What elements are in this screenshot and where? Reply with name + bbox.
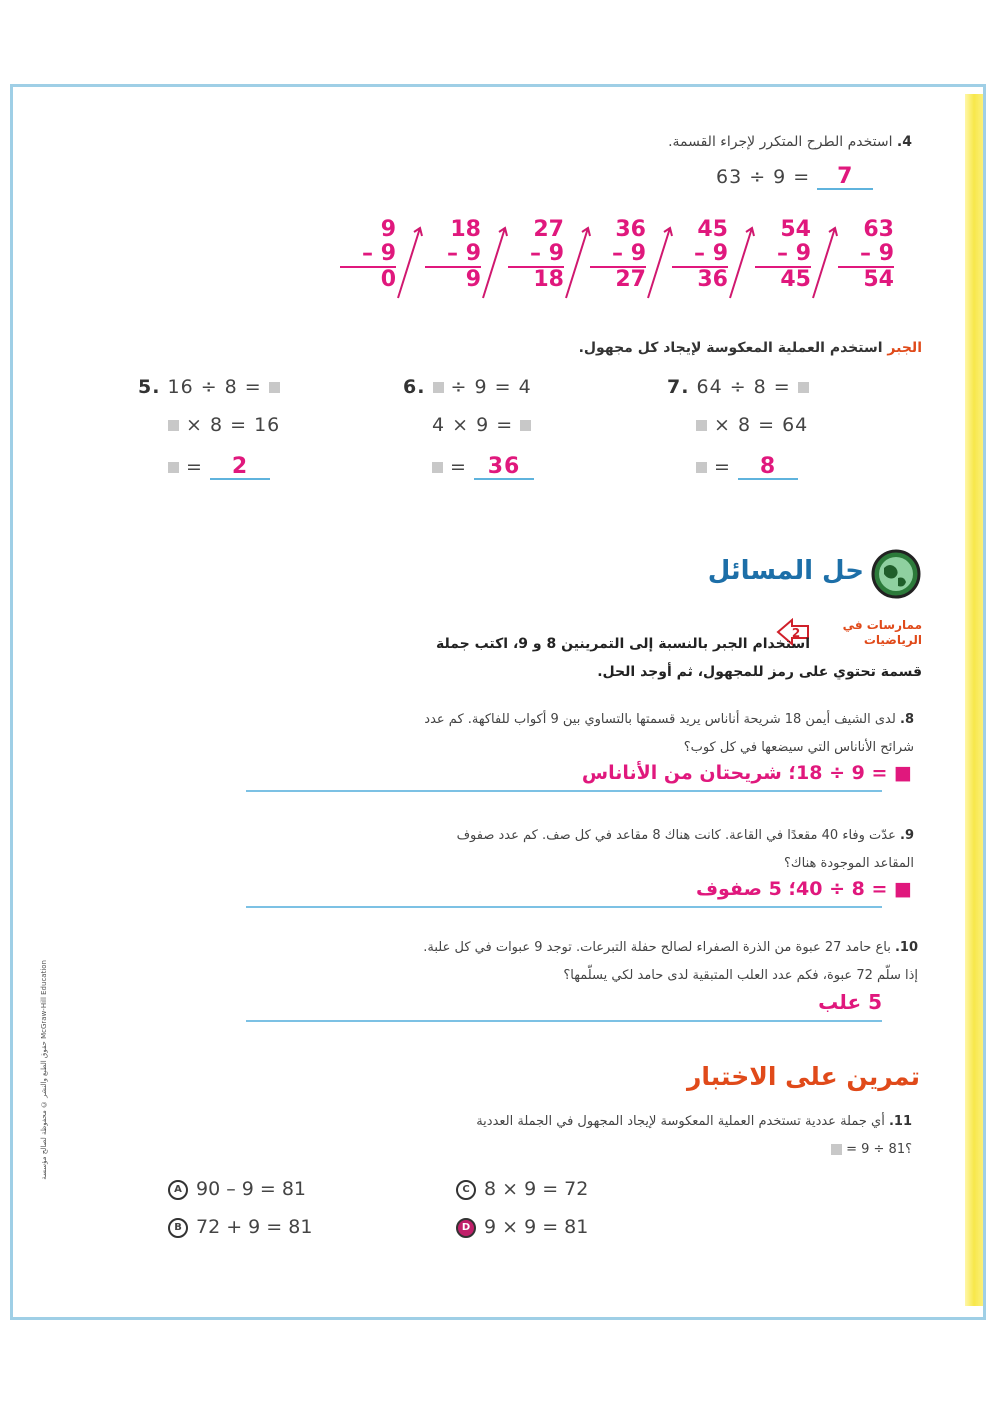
step-top: 18 [450, 217, 481, 242]
q5-number: 5. [138, 376, 161, 398]
q10-line2: إذا سلّم 72 عبوة، فكم عدد العلب المتبقية لدى حامد لكي يسلّمها؟ [563, 968, 918, 983]
q11-line1: أي جملة عددية تستخدم العملية المعكوسة لإيجاد المجهول في الجملة العددية [476, 1114, 885, 1129]
option-text: 90 – 9 = 81 [196, 1178, 307, 1200]
step-subtrahend: – 9 [672, 242, 728, 268]
algebra-tag: الجبر [887, 340, 922, 356]
option-text: 9 × 9 = 81 [484, 1216, 589, 1238]
step-top: 27 [533, 217, 564, 242]
q11-number: 11. [888, 1114, 912, 1129]
q5-line1 [138, 376, 280, 398]
option-text: 8 × 9 = 72 [484, 1178, 589, 1200]
page-edge-stripe [965, 94, 983, 1306]
q5-line1-text: 16 ÷ 8 = [167, 376, 262, 398]
equals-sign: = [714, 456, 731, 478]
badge-line1: ممارسات في [842, 618, 922, 632]
q8-answer-line [246, 790, 882, 792]
q5-line2 [168, 414, 280, 436]
unknown-box [831, 1144, 842, 1155]
q4-prompt [212, 134, 912, 150]
q7-number: 7. [667, 376, 690, 398]
q8-prompt [154, 706, 914, 762]
unknown-box [168, 462, 179, 473]
q9-answer: ■ = 8 ÷ 40؛ 5 صفوف [695, 878, 912, 900]
q4-equation-text: 63 ÷ 9 = [716, 166, 811, 188]
step-result: 0 [380, 267, 396, 292]
unknown-box [696, 462, 707, 473]
q4-number: 4. [896, 134, 912, 150]
q9-line1: عدّت وفاء 40 مقعدًا في القاعة. كانت هناك 8 مقاعد في كل صف. كم عدد صفوف [456, 828, 896, 843]
step-subtrahend: – 9 [340, 242, 396, 268]
step-result: 36 [697, 267, 728, 292]
problems-instruction-line1: استخدام الجبر بالنسبة إلى التمرينين 8 و 9، اكتب جملة [436, 636, 810, 652]
unknown-box [433, 382, 444, 393]
q4-answer: 7 [817, 166, 873, 190]
option-c[interactable] [456, 1178, 588, 1200]
q9-line2: المقاعد الموجودة هناك؟ [784, 856, 914, 871]
q9-answer-line [246, 906, 882, 908]
q6-answer-row [432, 456, 534, 480]
q5-answer-row [168, 456, 270, 480]
equals-sign: = [450, 456, 467, 478]
q9-prompt [154, 822, 914, 878]
unknown-box [798, 382, 809, 393]
q6-answer: 36 [474, 456, 534, 480]
q4-equation [716, 166, 873, 190]
q8-line1: لدى الشيف أيمن 18 شريحة أناناس يريد قسمتها بالتساوي بين 9 أكواب للفاكهة. كم عدد [424, 712, 896, 727]
unknown-box [168, 420, 179, 431]
q10-number: 10. [894, 940, 918, 955]
algebra-instruction-row [122, 340, 922, 356]
step-subtrahend: – 9 [425, 242, 481, 268]
step-subtrahend: – 9 [590, 242, 646, 268]
q10-prompt [138, 934, 918, 990]
q10-answer-line [246, 1020, 882, 1022]
q8-number: 8. [900, 712, 914, 727]
q6-line1-text: ÷ 9 = 4 [450, 376, 532, 398]
option-bubble[interactable]: B [168, 1218, 188, 1238]
q6-number: 6. [403, 376, 426, 398]
q7-line1-text: 64 ÷ 8 = [696, 376, 791, 398]
q8-line2: شرائح الأناناس التي سيضعها في كل كوب؟ [683, 740, 914, 755]
step-top: 63 [863, 217, 894, 242]
test-practice-title: تمرين على الاختبار [687, 1062, 920, 1091]
q11-prompt [152, 1108, 912, 1164]
option-b[interactable] [168, 1216, 312, 1238]
copyright-note: حقوق الطبع والنشر © محفوظة لصالح مؤسسة McGraw-Hill Education [40, 960, 48, 1180]
option-a[interactable] [168, 1178, 306, 1200]
step-top: 45 [697, 217, 728, 242]
step-result: 45 [780, 267, 811, 292]
step-arrow [730, 228, 754, 298]
problem-solving-title: حل المسائل [707, 556, 864, 586]
q8-answer: ■ = 9 ÷ 18؛ شريحتان من الأناناس [581, 762, 912, 784]
option-bubble[interactable]: A [168, 1180, 188, 1200]
q11-line2: ؟81 ÷ 9 = [846, 1142, 912, 1157]
step-top: 9 [380, 217, 396, 242]
step-result: 54 [863, 267, 894, 292]
q9-number: 9. [900, 828, 914, 843]
q5-line2-text: × 8 = 16 [186, 414, 281, 436]
badge-number: 2 [791, 626, 801, 640]
step-subtrahend: – 9 [755, 242, 811, 268]
unknown-box [432, 462, 443, 473]
q5-answer: 2 [210, 456, 270, 480]
step-arrow [483, 228, 507, 298]
q7-answer: 8 [738, 456, 798, 480]
unknown-box [269, 382, 280, 393]
math-practices-badge [812, 618, 922, 648]
step-arrow [648, 228, 672, 298]
badge-line2: الرياضيات [863, 633, 922, 647]
q4-text: استخدم الطرح المتكرر لإجراء القسمة. [668, 134, 893, 150]
q10-answer: 5 علب [818, 990, 882, 1014]
q7-line2-text: × 8 = 64 [714, 414, 809, 436]
step-arrow [566, 228, 590, 298]
problem-solving-header [522, 548, 922, 598]
globe-icon [870, 548, 922, 600]
option-text: 72 + 9 = 81 [196, 1216, 313, 1238]
option-bubble[interactable]: C [456, 1180, 476, 1200]
step-subtrahend: – 9 [508, 242, 564, 268]
step-subtrahend: – 9 [838, 242, 894, 268]
step-top: 54 [780, 217, 811, 242]
step-arrow [398, 228, 422, 298]
subtraction-arrows [330, 218, 910, 308]
q6-line2 [432, 414, 531, 436]
step-result: 9 [465, 267, 481, 292]
step-result: 27 [615, 267, 646, 292]
unknown-box [696, 420, 707, 431]
q10-line1: باع حامد 27 عبوة من الذرة الصفراء لصالح حفلة التبرعات. توجد 9 عبوات في كل علبة. [423, 940, 891, 955]
q6-line1 [403, 376, 532, 398]
algebra-instruction: استخدم العملية المعكوسة لإيجاد كل مجهول. [578, 340, 883, 356]
step-top: 36 [615, 217, 646, 242]
q7-line1 [667, 376, 809, 398]
option-d[interactable] [456, 1216, 588, 1238]
q7-answer-row [696, 456, 798, 480]
step-result: 18 [533, 267, 564, 292]
problems-instruction-line2: قسمة تحتوي على رمز للمجهول، ثم أوجد الحل. [597, 664, 922, 680]
q6-line2-text: 4 × 9 = [432, 414, 514, 436]
q7-line2 [696, 414, 808, 436]
equals-sign: = [186, 456, 203, 478]
unknown-box [520, 420, 531, 431]
step-arrow [813, 228, 837, 298]
option-bubble-selected[interactable]: D [456, 1218, 476, 1238]
